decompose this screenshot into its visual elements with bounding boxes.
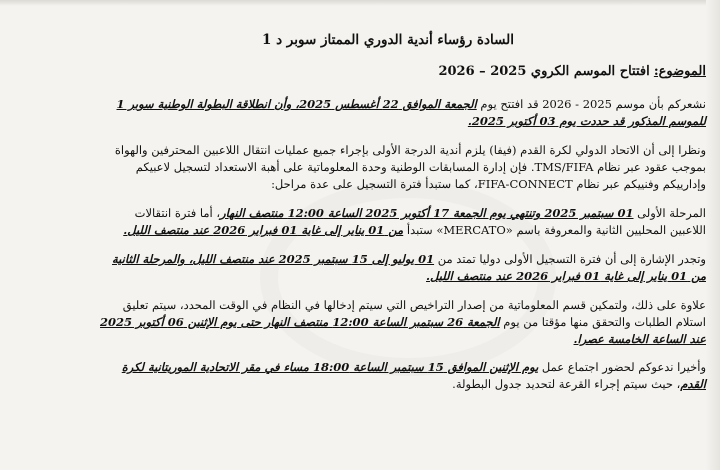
subject-value: افتتاح الموسم الكروي 2025 – 2026 (438, 64, 650, 79)
scan-right-edge (706, 0, 720, 470)
letter-subject (100, 63, 706, 80)
p1-text: نشعركم بأن موسم 2025 - 2026 قد افتتح يوم (476, 97, 706, 111)
p5-emphasis: الجمعة 26 سبتمبر الساعة 12:00 منتصف النهار حتى يوم الإثنين 06 أكتوبر 2025 عند الساعة الخامسة عصرا. (100, 315, 706, 346)
paragraph-international-window (100, 251, 706, 285)
p3-text-2: ، أما فترة انتقالات اللاعبين المحليين الثانية والمعروفة باسم «MERCATO» ستبدأ (134, 206, 706, 237)
p3-emphasis-1: 01 سبتمبر 2025 وتنتهي يوم الجمعة 17 أكتوبر 2025 الساعة 12:00 منتصف النهار (220, 206, 634, 220)
paragraph-season-opening (100, 96, 706, 130)
letter-addressee: السادة رؤساء أندية الدوري الممتاز سوبر د 1 (261, 32, 515, 48)
p3-emphasis-2: من 01 يناير إلى غاية 01 فبراير 2026 عند منتصف الليل. (123, 223, 404, 237)
p4-text: وتجدر الإشارة إلى أن فترة التسجيل الأولى دوليا تمتد من (434, 252, 706, 266)
p2-text: ونظرا إلى أن الاتحاد الدولي لكرة القدم (فيفا) يلزم أندية الدرجة الأولى بإجراء جميع عمليات انتقال اللاعبين المحترفين والهواة بموجب عقود عبر نظام TMS/FIFA. فإن إدارة المسابقات الوطنية وحدة المعلوماتية على أهبة الاستعداد لتسجيل لاعبيكم وإدارييكم وفنييكم عبر نظام FIFA-CONNECT، كما ستبدأ فترة التسجيل على عدة مراحل: (114, 143, 706, 191)
paragraph-meeting (100, 359, 706, 393)
letter-body (100, 32, 706, 405)
p1-emphasis: الجمعة الموافق 22 أغسطس 2025، وأن انطلاقة البطولة الوطنية سوبر 1 للموسم المذكور قد حددت يوم 03 أكتوبر 2025. (116, 97, 706, 128)
paragraph-suspension (100, 297, 706, 348)
p6-text-2: ، حيث سيتم إجراء القرعة لتحديد جدول البطولة. (452, 377, 681, 391)
p6-text-1: وأخيرا ندعوكم لحضور اجتماع عمل (538, 360, 706, 374)
p6-emphasis: يوم الإثنين الموافق 15 سبتمبر الساعة 18:00 مساء في مقر الاتحادية الموريتانية لكرة القدم (121, 360, 706, 391)
p3-text-1: المرحلة الأولى (633, 206, 706, 220)
scan-top-edge (0, 0, 720, 6)
p5-text: علاوة على ذلك، ولتمكين قسم المعلوماتية من إصدار التراخيص التي سيتم إدخالها في النظام في الوقت المحدد، سيتم تعليق استلام الطلبات والتحقق منها مؤقتا من يوم (122, 298, 706, 329)
subject-label: الموضوع: (653, 64, 706, 79)
paragraph-fifa-registration (100, 142, 706, 193)
p4-emphasis: 01 يوليو إلى 15 سبتمبر 2025 عند منتصف الليل، والمرحلة الثانية من 01 يناير إلى غاية 01 فبراير 2026 عند منتصف الليل. (112, 252, 706, 283)
paragraph-phase-one (100, 205, 706, 239)
